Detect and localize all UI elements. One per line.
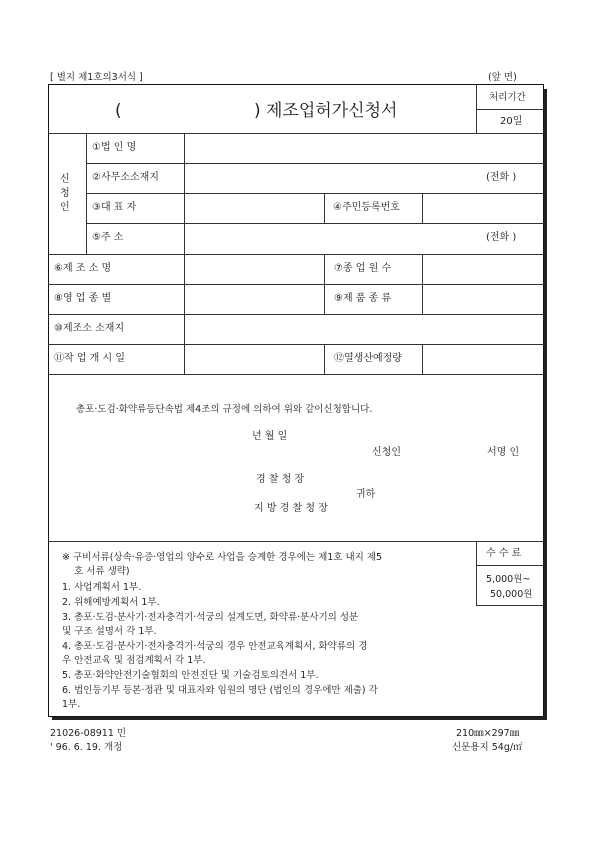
footer-code: 21026-08911 민: [50, 728, 127, 739]
fee-range-line2: 50,000원: [490, 589, 533, 600]
attachments-note-line1: ※ 구비서류(상속·유증·영업의 양수로 사업을 승계한 경우에는 제1호 내지 제5: [62, 552, 383, 563]
address-phone-label: (전화 ): [486, 232, 517, 243]
title-open-paren: (: [115, 101, 122, 121]
recipient-police-commissioner: 경 찰 청 장: [256, 474, 305, 485]
corp-name-label: ①법 인 명: [92, 142, 137, 153]
footer-paper-type: 신문용지 54g/㎡: [452, 742, 523, 753]
office-phone-label: (전화 ): [486, 172, 517, 183]
applicant-group-label-3: 인: [60, 202, 70, 213]
footer-revision: ' 96. 6. 19. 개정: [50, 742, 123, 753]
attachment-item: 2. 위해예방계획서 1부.: [62, 597, 160, 608]
heat-production-label: ⑫열생산예정량: [334, 353, 402, 364]
frame-shadow-bottom: [52, 717, 547, 720]
side-label: (앞 면): [488, 72, 517, 83]
factory-name-label: ⑥제 조 소 명: [54, 263, 112, 274]
attachment-item: 및 구조 설명서 각 1부.: [62, 626, 157, 637]
attachment-item: 우 안전교육 및 점검계획서 각 1부.: [62, 655, 206, 666]
declaration-signature: 서명 인: [487, 447, 520, 458]
attachment-item: 1. 사업계획서 1부.: [62, 582, 142, 593]
resident-number-label: ④주민등록번호: [333, 202, 400, 213]
page-title: ) 제조업허가신청서: [254, 101, 398, 121]
form-number: [ 별지 제1호의3서식 ]: [50, 72, 143, 83]
declaration-date-line: 년 월 일: [252, 431, 288, 442]
product-type-label: ⑨제 품 종 류: [334, 293, 392, 304]
attachment-item: 5. 총포·화약안전기술협회의 안전진단 및 기술검토의견서 1부.: [62, 670, 319, 681]
office-address-label: ②사무소소재지: [92, 172, 159, 183]
representative-label: ③대 표 자: [92, 202, 137, 213]
declaration-statement: 총포·도검·화약류등단속법 제4조의 규정에 의하여 위와 같이신청합니다.: [76, 404, 373, 415]
fee-range-line1: 5,000원~: [486, 574, 531, 585]
attachment-item: 1부.: [62, 699, 81, 710]
applicant-group-label-1: 신: [60, 174, 70, 185]
employee-count-label: ⑦종 업 원 수: [334, 263, 392, 274]
address-label: ⑤주 소: [92, 232, 124, 243]
footer-paper-size: 210㎜×297㎜: [456, 728, 520, 739]
applicant-group-label-2: 청: [60, 188, 70, 199]
recipient-provincial-police: 지 방 경 찰 청 장: [254, 503, 328, 514]
processing-period-value: 20일: [500, 116, 523, 127]
processing-period-label: 처리기간: [489, 92, 526, 103]
declaration-applicant: 신청인: [372, 447, 401, 458]
business-type-label: ⑧영 업 종 별: [54, 293, 112, 304]
recipient-suffix: 귀하: [356, 489, 376, 500]
attachment-item: 3. 총포·도검·분사기·전자충격기·석궁의 설계도면, 화약류·분사기의 성분: [62, 612, 359, 623]
factory-location-label: ⑩제조소 소재지: [54, 323, 125, 334]
attachment-item: 6. 법인등기부 등본·정관 및 대표자와 임원의 명단 (법인의 경우에만 제출) 각: [62, 685, 378, 696]
frame-shadow-right: [544, 89, 547, 720]
attachment-item: 4. 총포·도검·분사기·전자충격기·석궁의 경우 안전교육계획서, 화약류의 경: [62, 641, 368, 652]
fee-label: 수 수 료: [486, 548, 522, 559]
attachments-note-line2: 호 서류 생략): [74, 566, 130, 577]
start-date-label: ⑪작 업 개 시 일: [54, 353, 126, 364]
